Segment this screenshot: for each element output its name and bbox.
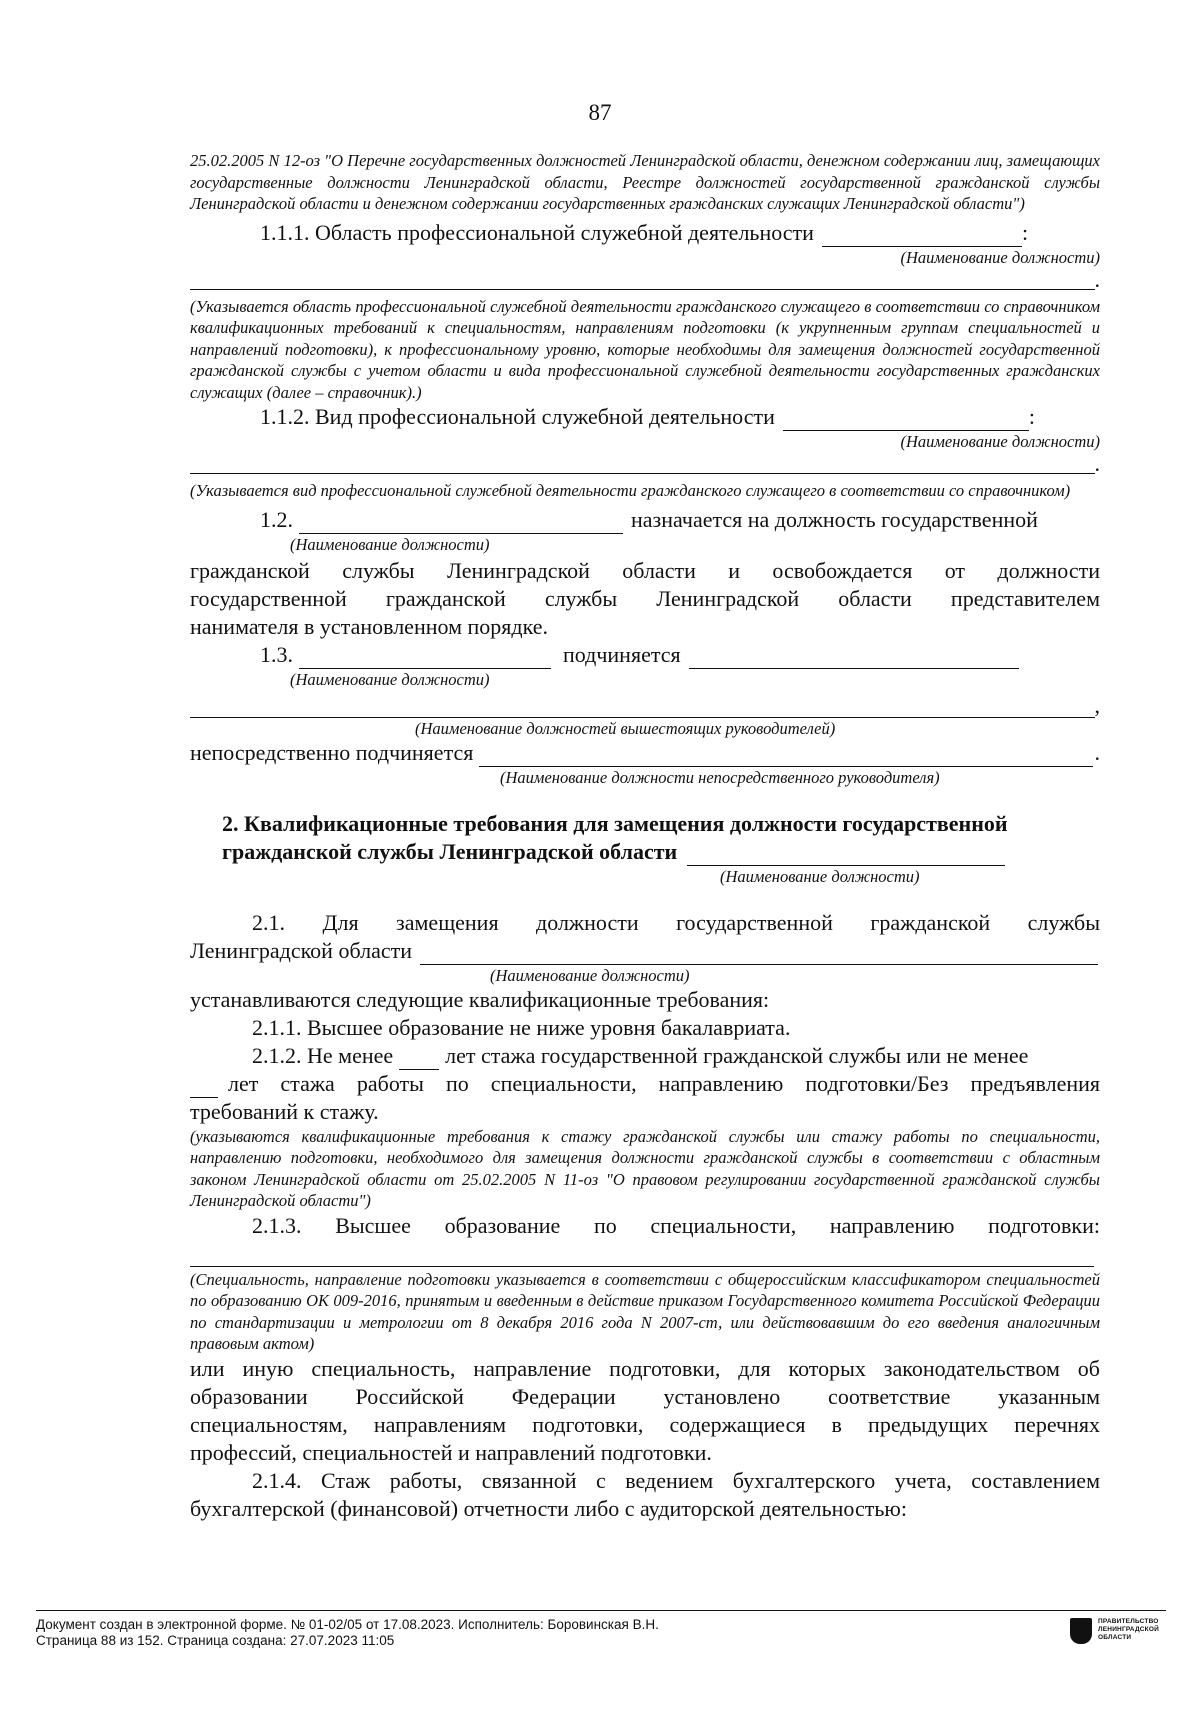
intro-note: 25.02.2005 N 12-оз "О Перечне государственных должностей Ленинградской области, денежном содержании лиц, замещающих государственные должности Ленинградской области, Реестре должностей государственной гражданской службы Ленинградской области и денежном содержании государственных гражданских служащих Ленинградской области") <box>190 151 1100 213</box>
type-blank-line <box>190 451 1095 474</box>
section-2-1-3-line1: или иную специальность, направление подготовки, для которых законодательством об <box>190 1355 1100 1381</box>
coat-of-arms-icon <box>1070 1618 1092 1644</box>
section-1-2-line2: государственной гражданской службы Ленинградской области представителем <box>190 585 1100 611</box>
caption-position: (Наименование должности) <box>290 534 490 554</box>
section-1-1-1-note: (Указывается область профессиональной служебной деятельности гражданского служащего в соответствии со справочником квалификационных требований к специальностям, направлениям подготовки (к укрупненным группам специальностей и направлений подготовки), к профессиональному уровню, которые необходимы для замещения должностей государственной гражданской службы с учетом области и вида профессиональной служебной деятельности государственных гражданских служащих (далее – справочник).) <box>190 296 1100 402</box>
section-2-1-2-c: лет стажа работы по специальности, направлению подготовки/Без предъявления <box>228 1070 1100 1096</box>
section-1-3-num: 1.3. <box>260 641 293 667</box>
caption-superiors: (Наименование должностей вышестоящих руководителей) <box>415 718 836 738</box>
caption-direct-supervisor: (Наименование должности непосредственного руководителя) <box>500 767 940 787</box>
caption-position: (Наименование должности) <box>290 669 490 689</box>
section-2-1-4-line1: 2.1.4. Стаж работы, связанной с ведением бухгалтерского учета, составлением <box>252 1467 1100 1493</box>
section-1-3-text: подчиняется <box>563 641 681 667</box>
position-blank <box>299 646 551 669</box>
caption-position: (Наименование должности) <box>900 432 1100 451</box>
section-2-1-line2 <box>190 937 1100 965</box>
direct-supervisor-row: непосредственно подчиняется . <box>190 739 1100 765</box>
page-number: 87 <box>588 100 612 125</box>
caption-position: (Наименование должности) <box>900 247 1100 267</box>
section-1-2-line3: нанимателя в установленном порядке. <box>190 613 548 639</box>
section-1-1-2-text: 1.1.2. Вид профессиональной служебной деятельности <box>260 404 775 429</box>
section-2-1-4-line2: бухгалтерской (финансовой) отчетности либо с аудиторской деятельностью: <box>190 1495 907 1521</box>
caption-position: (Наименование должности) <box>490 965 690 985</box>
section-2-1-3-note: (Специальность, направление подготовки указывается в соответствии с общероссийским классификатором специальностей по образованию ОК 009-2016, принятым и введенным в действие приказом Государственного комитета Российской Федерации по стандартизации и метрологии от 8 декабря 2016 года N 2007-ст, или действовавшим до его введения аналогичным правовым актом) <box>190 1269 1100 1353</box>
section-2-heading-text: гражданской службы Ленинградской области <box>222 838 678 864</box>
superior-blank <box>689 646 1019 669</box>
section-1-2-num: 1.2. <box>260 506 293 532</box>
section-2-1-2-d: требований к стажу. <box>190 1098 379 1124</box>
document-body: 25.02.2005 N 12-оз "О Перечне государственных должностей Ленинградской области, денежном содержании лиц, замещающих государственные должности Ленинградской области, Реестре должностей государственной гражданской службы Ленинградской области и денежном содержании государственных гражданских служащих Ленинградской области") 1.1.1. Область профессиональной служебной деятельности : (Наименование должности) . (Указывается область профессиональной служебной деятельности гражданского служащего в соответствии со справочником квалификационных требований к специальностям, направлениям подготовки (к укрупненным группам специальностей и направлений подготовки), к профессиональному уровню, которые необходимы для замещения должностей государственной гражданской службы с учетом области и вида профессиональной служебной деятельности государственных гражданских служащих (далее – справочник).) 1.1.2. Вид профессиональной служебной деятельности : (Наименование должности) . (Указывается вид профессиональной служебной деятельности гражданского служащего в соответствии со справочником) 1.2. назначается на должность государственной (Наименование должности) гражданской службы Ленинградской области и освобождается от должности государственной гражданской службы Ленинградской области представителем нанимателя в установленном порядке. 1.3. подчиняется (Наименование должности) , (Наименование должностей вышестоящих руководителей) непосредственно подчиняется . (Наименование должности непосредственного руководителя) 2. Квалификационные требования для замещения должности государственной гражданской службы Ленинградской области (Наименование должности) 2.1. Для замещения должности государственной гражданской службы Ленинградской области (Наименование должности) устанавливаются следующие квалификационные требования: 2.1.1. Высшее образование не ниже уровня бакалавриата. 2.1.2. Не менее лет стажа государственной гражданской службы или не менее лет стажа работы по специальности, направлению подготовки/Без предъявления требований к стажу. (указываются квалификационные требования к стажу гражданской службы или стажу работы по специальности, направлению подготовки, необходимого для замещения должности гражданской службы в соответствии с областным законом Ленинградской области от 25.02.2005 N 11-оз "О правовом регулировании государственной гражданской службы Ленинградской области") 2.1.3. Высшее образование по специальности, направлению подготовки: (Специальность, направление подготовки указывается в соответствии с общероссийским классификатором специальностей по образованию ОК 009-2016, принятым и введенным в действие приказом Государственного комитета Российской Федерации по стандартизации и метрологии от 8 декабря 2016 года N 2007-ст, или действовавшим до его введения аналогичным правовым актом) или иную специальность, направление подготовки, для которых законодательством об образовании Российской Федерации установлено соответствие указанным специальностям, направлениям подготовки, содержащиеся в предыдущих перечнях профессий, специальностей и направлений подготовки. 2.1.4. Стаж работы, связанной с ведением бухгалтерского учета, составлением бухгалтерской (финансовой) отчетности либо с аудиторской деятельностью: <box>190 151 1100 1521</box>
section-1-2-line1: гражданской службы Ленинградской области и освобождается от должности <box>190 557 1100 583</box>
footer-line1: Документ создан в электронной форме. № 01-02/05 от 17.08.2023. Исполнитель: Боровинская В.Н. <box>36 1617 659 1632</box>
footer-line2: Страница 88 из 152. Страница создана: 27.07.2023 11:05 <box>36 1633 395 1648</box>
section-2-heading-line1: 2. Квалификационные требования для замещения должности государственной <box>222 810 1008 836</box>
position-blank <box>420 942 1098 965</box>
section-1-1-1-text: 1.1.1. Область профессиональной служебной деятельности <box>260 219 814 245</box>
section-2-1-2-b: лет стажа государственной гражданской службы или не менее <box>445 1042 1029 1068</box>
caption-position: (Наименование должности) <box>720 866 920 886</box>
section-2-1-line1: 2.1. Для замещения должности государственной гражданской службы <box>252 909 1100 935</box>
superiors-blank-line <box>190 695 1095 718</box>
section-1-1-2-note: (Указывается вид профессиональной служебной деятельности гражданского служащего в соответствии со справочником) <box>190 481 1071 500</box>
section-1-1-1: 1.1.1. Область профессиональной служебной деятельности : <box>260 219 1029 245</box>
section-2-1-2-line2 <box>190 1070 1100 1098</box>
years-work-blank <box>190 1075 218 1098</box>
section-1-2 <box>190 506 1100 534</box>
section-1-3 <box>190 641 1100 669</box>
government-logo <box>1070 1618 1168 1644</box>
section-2-1-2-line1 <box>190 1042 1100 1070</box>
position-blank <box>783 408 1029 431</box>
area-blank-line <box>190 267 1095 290</box>
section-2-1-1: 2.1.1. Высшее образование не ниже уровня бакалавриата. <box>252 1014 791 1040</box>
section-2-1-region: Ленинградской области <box>190 937 412 963</box>
section-2-1-2-a: 2.1.2. Не менее <box>252 1042 394 1068</box>
section-2-1-3-line3: специальностям, направлениям подготовки, содержащиеся в предыдущих перечнях <box>190 1411 1100 1437</box>
position-blank <box>299 511 623 534</box>
years-civil-blank <box>399 1047 439 1070</box>
position-blank <box>822 224 1022 247</box>
position-blank <box>687 843 1005 866</box>
section-2-1-3-line2: образовании Российской Федерации установлено соответствие указанным <box>190 1383 1100 1409</box>
footer-divider <box>36 1610 1166 1611</box>
section-2-1-3: 2.1.3. Высшее образование по специальности, направлению подготовки: <box>252 1212 1100 1238</box>
direct-supervisor-blank <box>479 744 1092 767</box>
section-2-1-line3: устанавливаются следующие квалификационные требования: <box>190 986 770 1012</box>
footer <box>36 1617 1166 1649</box>
section-2-1-3-line4: профессий, специальностей и направлений подготовки. <box>190 1439 712 1465</box>
section-2-heading-line2 <box>190 838 1100 866</box>
section-1-2-text: назначается на должность государственной <box>631 506 1038 532</box>
direct-supervisor-text: непосредственно подчиняется <box>190 739 474 765</box>
section-1-1-2: 1.1.2. Вид профессиональной служебной деятельности : <box>260 404 1036 429</box>
logo-text: ПРАВИТЕЛЬСТВО ЛЕНИНГРАДСКОЙ ОБЛАСТИ <box>1098 1618 1159 1641</box>
section-2-1-2-note: (указываются квалификационные требования к стажу гражданской службы или стажу работы по специальности, направлению подготовки, необходимого для замещения должности гражданской службы в соответствии с областным законом Ленинградской области от 25.02.2005 N 11-оз "О правовом регулировании государственной гражданской службы Ленинградской области") <box>190 1126 1100 1210</box>
specialty-blank-line <box>190 1240 1094 1267</box>
